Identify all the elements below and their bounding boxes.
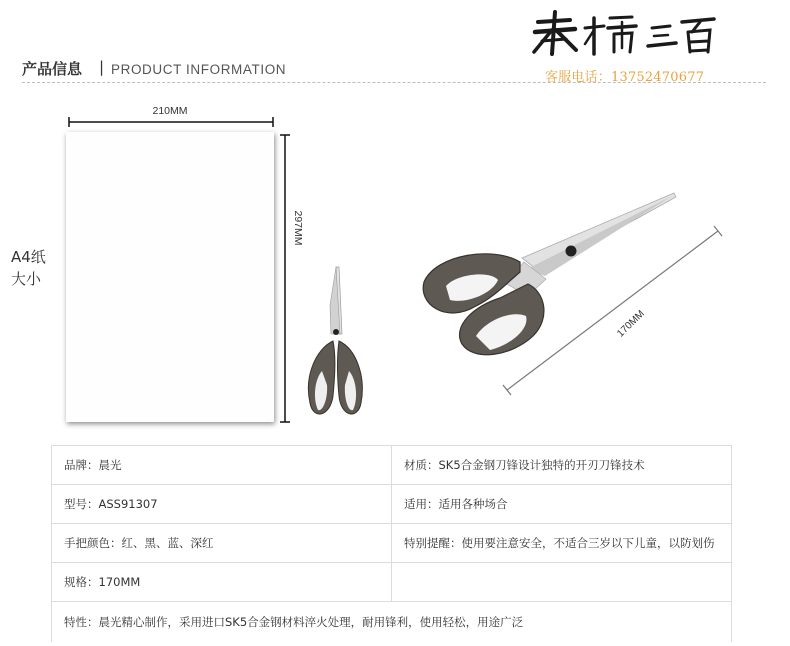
- table-row: [52, 524, 732, 563]
- spec-empty-cell: [392, 563, 732, 602]
- spec-material: 材质：SK5合金钢刀锋设计独特的开刃刀锋技术: [392, 446, 732, 485]
- table-row: [52, 563, 732, 602]
- section-title-separator: |: [99, 58, 105, 76]
- spec-model: 型号：ASS91307: [52, 485, 392, 524]
- a4-paper-label: A4纸大小: [11, 248, 46, 288]
- scissors-large-icon: [423, 193, 676, 355]
- paper-height-label: 297MM: [292, 210, 304, 246]
- scissors-small-icon: [308, 267, 362, 414]
- scissors-length-label: 170MM: [615, 308, 647, 340]
- spec-handle-colors: 手把颜色：红、黑、蓝、深红: [52, 524, 392, 563]
- section-title-cn: 产品信息: [22, 60, 83, 78]
- width-dimension-line: [69, 117, 273, 127]
- service-phone: 客服电话：13752470677: [545, 70, 705, 85]
- table-row: [52, 485, 732, 524]
- spec-size: 规格：170MM: [52, 563, 392, 602]
- height-dimension-line: [280, 135, 290, 422]
- spec-feature: 特性：晨光精心制作，采用进口SK5合金钢材料淬火处理，耐用锋利，使用轻松，用途广泛: [52, 602, 732, 643]
- spec-notice: 特别提醒：使用要注意安全，不适合三岁以下儿童，以防划伤: [392, 524, 732, 563]
- spec-usage: 适用：适用各种场合: [392, 485, 732, 524]
- table-row: [52, 446, 732, 485]
- brand-logo-text: 奉橘三百: [530, 8, 534, 9]
- product-spec-table: [51, 445, 732, 642]
- section-title-en: PRODUCT INFORMATION: [111, 62, 287, 77]
- spec-brand: 品牌：晨光: [52, 446, 392, 485]
- paper-width-label: 210MM: [152, 105, 188, 117]
- table-row: [52, 602, 732, 643]
